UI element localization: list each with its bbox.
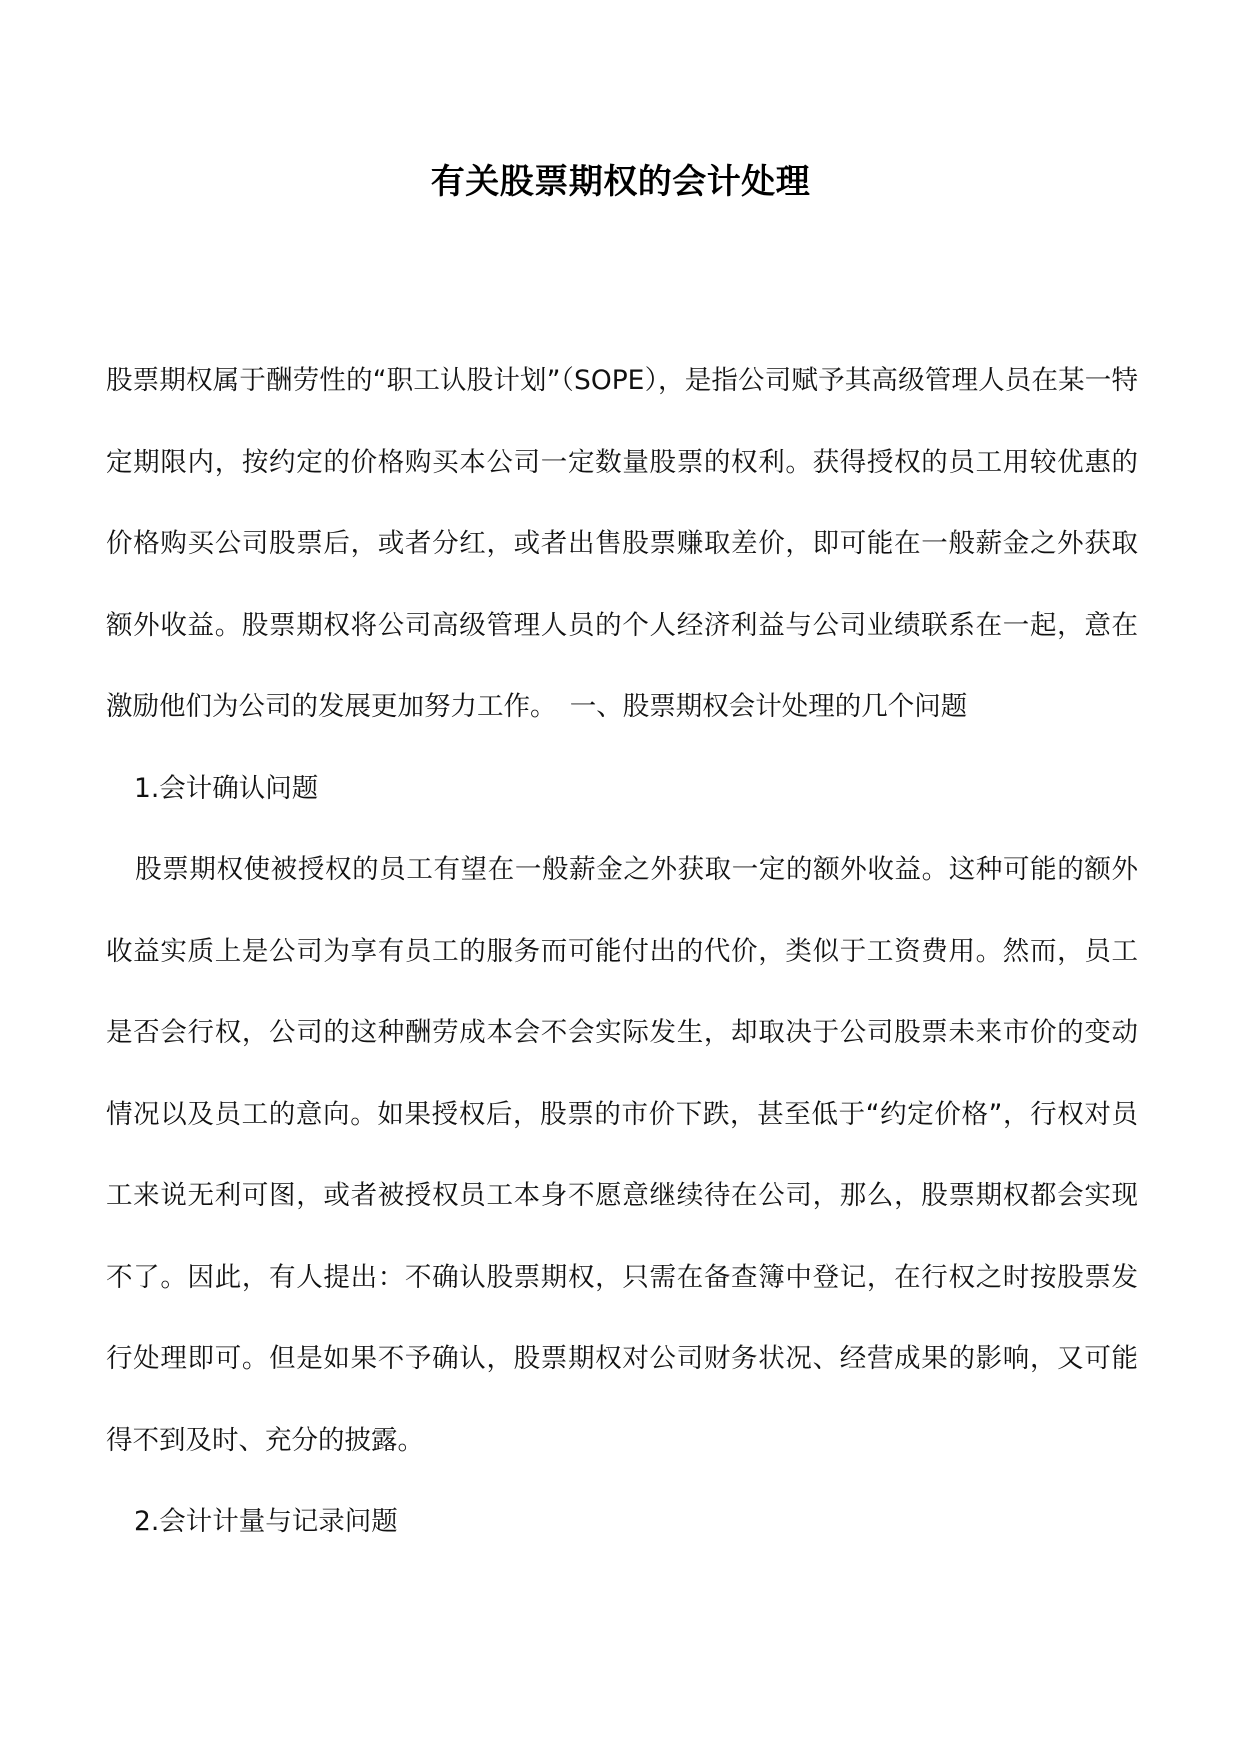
- intro-paragraph: 股票期权属于酬劳性的“职工认股计划”（SOPE），是指公司赋予其高级管理人员在某一特定期限内，按约定的价格购买本公司一定数量股票的权利。获得授权的员工用较优惠的价格购买公司股票后，或者分红，或者出售股票赚取差价，即可能在一般薪金之外获取额外收益。股票期权将公司高级管理人员的个人经济利益与公司业绩联系在一起，意在激励他们为公司的发展更加努力工作。 一、股票期权会计处理的几个问题: [106, 365, 1138, 722]
- document-body: [106, 340, 1138, 1563]
- section-heading-2: 2.会计计量与记录问题: [134, 1506, 398, 1537]
- document-title: 有关股票期权的会计处理: [430, 162, 811, 202]
- recognition-paragraph: 股票期权使被授权的员工有望在一般薪金之外获取一定的额外收益。这种可能的额外收益实质上是公司为享有员工的服务而可能付出的代价，类似于工资费用。然而，员工是否会行权，公司的这种酬劳成本会不会实际发生，却取决于公司股票未来市价的变动情况以及员工的意向。如果授权后，股票的市价下跌，甚至低于“约定价格”，行权对员工来说无利可图，或者被授权员工本身不愿意继续待在公司，那么，股票期权都会实现不了。因此，有人提出：不确认股票期权，只需在备查簿中登记，在行权之时按股票发行处理即可。但是如果不予确认，股票期权对公司财务状况、经营成果的影响，又可能得不到及时、充分的披露。: [106, 854, 1138, 1456]
- section-heading-1: 1.会计确认问题: [134, 772, 319, 804]
